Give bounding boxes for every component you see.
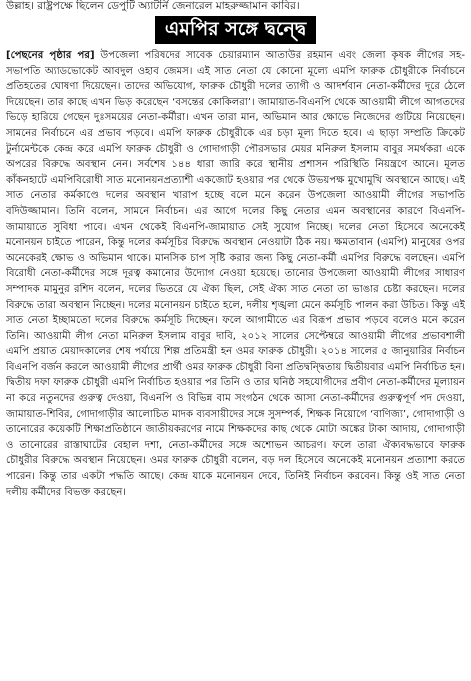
article-paragraph xyxy=(6,48,465,500)
paragraph-text: উপজেলা পরিষদের সাবেক চেয়ারম্যান আতাউর রহমান এবং জেলা কৃষক লীগের সহ-সভাপতি অ্যাডভোকেট আবদুল ওহাব জেমস। এই সাত নেতা যে কোনো মূল্যে এমপি ফারুক চৌধুরীকে নির্বাচনে প্রতিহতের ঘোষণা দিয়েছেন। তাদের অভিযোগ, ফারুক চৌধুরী দলের ত্যাগী ও আদর্শবান নেতা-কর্মীদের দূরে ঠেলে দিয়েছেন। তার কাছে এখন ভিড় করেছেন ‘বসন্তের কোকিলরা’। জামায়াত-বিএনপি থেকে আওয়ামী লীগে আগতদের ভিড়ে হারিয়ে গেছেন দুঃসময়ের নেতা-কর্মীরা। এখন তারা মান, অভিমান আর ক্ষোভে নিজেদের গুটিয়ে নিয়েছেন। সামনের নির্বাচনে এর প্রভাব পড়বে। এমপি ফারুক চৌধুরীকে এর চড়া মূল্য দিতে হবে। এ ছাড়া সম্প্রতি ক্রিকেট টুর্নামেন্টকে কেন্দ্র করে এমপি ফারুক চৌধুরী ও গোদাগাড়ী পৌরসভার মেয়র মনিরুল ইসলাম বাবুর সমর্থকরা একে অপরের বিরুদ্ধে অবস্থান নেন। সর্বশেষ ১৪৪ ধারা জারি করে স্থানীয় প্রশাসন পরিস্থিতি নিয়ন্ত্রণে আনে। মূলত কাঁকনহাটে এমপিবিরোধী সাত মনোনয়নপ্রত্যাশী একজোট হওয়ার পর থেকে উভয়পক্ষ মুখোমুখি অবস্থানে আছে। এই সাত নেতার কর্মকাণ্ডে দলের অবস্থান খারাপ হচ্ছে বলে মনে করেন উপজেলা আওয়ামী লীগের সভাপতি বদিউজ্জামান। তিনি বলেন, সামনে নির্বাচন। এর আগে দলের কিছু নেতার এমন অবস্থানের কারণে বিএনপি-জামায়াতে সুবিধা পাবে। এখন থেকেই বিএনপি-জামায়াত সেই সুযোগ নিচ্ছে। দলের নেতা হিসেবে অনেকেই মনোনয়ন চাইতে পারেন, কিন্তু দলের কর্মসূচির বিরুদ্ধে অবস্থান নেওয়াটা ঠিক নয়। ক্ষমতাবান (এমপি) মানুষের ওপর অনেকেরই ক্ষোভ ও অভিমান থাকে। মানসিক চাপ সৃষ্টি করার জন্য কিছু নেতা-কর্মী এমপির বিরুদ্ধে বলছেন। এমপি বিরোধী নেতা-কর্মীদের সঙ্গে দূরত্ব কমানোর উদ্যোগ নেওয়া হয়েছে। তানোর উপজেলা আওয়ামী লীগের সাধারণ সম্পাদক মামুনুর রশিদ বলেন, দলের ভিতরে যে ঐক্য ছিল, সেই ঐক্য সাত নেতা তা ভাঙার চেষ্টা করছেন। দলের বিরুদ্ধে তারা অবস্থান নিচ্ছেন। দলের মনোনয়ন চাইতে হলে, দলীয় শৃঙ্খলা মেনে কর্মসূচি পালন করা উচিত। কিন্তু এই সাত নেতা ইচ্ছামতো দলের বিরুদ্ধে কর্মসূচি দিচ্ছেন। ফলে আগামীতে এর বিরূপ প্রভাব পড়বে বলেও মনে করেন তিনি। আওয়ামী লীগ নেতা মনিরুল ইসলাম বাবুর দাবি, ২০১২ সালের সেপ্টেম্বরে আওয়ামী লীগের প্রভাবশালী এমপি প্রয়াত মেয়াদকালের শেষ পর্যায়ে শিল্প প্রতিমন্ত্রী হন ওমর ফারুক চৌধুরী। ২০১৪ সালের ৫ জানুয়ারির নির্বাচন বিএনপি বর্জন করলে আওয়ামী লীগের প্রার্থী ওমর ফারুক চৌধুরী বিনা প্রতিদ্বন্দ্বিতায় দ্বিতীয়বার এমপি নির্বাচিত হন। দ্বিতীয় দফা ফারুক চৌধুরী এমপি নির্বাচিত হওয়ার পর তিনি ও তার ঘনিষ্ঠ সহযোগীদের প্রবীণ নেতা-কর্মীদের মূল্যায়ন না করে নতুনদের গুরুত্ব দেওয়া, বিএনপি ও বিভিন্ন বাম সংগঠন থেকে আসা নেতা-কর্মীদের গুরুত্বপূর্ণ পদ দেওয়া, জামায়াত-শিবির, গোদাগাড়ীর আলোচিত মাদক ব্যবসায়ীদের সঙ্গে সুসম্পর্ক, শিক্ষক নিয়োগে ‘বাণিজ্য’, গোদাগাড়ী ও তানোরের কয়েকটি শিক্ষাপ্রতিষ্ঠানে জাতীয়করণের নামে শিক্ষকদের কাছ থেকে মোটা অঙ্কের টাকা আদায়, গোদাগাড়ী ও তানোরের রাস্তাঘাটের বেহাল দশা, নেতা-কর্মীদের সঙ্গে অশোভন আচরণ। ফলে তারা ঐক্যবদ্ধভাবে ফারুক চৌধুরীর বিরুদ্ধে অবস্থান নিয়েছেন। ওমর ফারুক চৌধুরী বলেন, বড় দল হিসেবে অনেকেই মনোনয়ন প্রত্যাশা করতে পারেন। কিন্তু তার একটা পদ্ধতি আছে। কেন্দ্র যাকে মনোনয়ন দেবে, তিনিই নির্বাচন করবেন। কিন্তু ওই সাত নেতা দলীয় কর্মীদের বিভক্ত করছেন। xyxy=(6,50,465,498)
headline-banner xyxy=(6,16,465,44)
article-headline: এমপির সঙ্গে দ্বন্দ্বে xyxy=(155,16,316,44)
continued-from-label: [পেছনের পৃষ্ঠার পর] xyxy=(6,50,95,61)
previous-article-tail: উল্লাহ। রাষ্ট্রপক্ষে ছিলেন ডেপুটি অ্যাটর্নি জেনারেল মাহরুজ্জামান কাবির। xyxy=(6,0,300,12)
article-body xyxy=(6,48,465,678)
